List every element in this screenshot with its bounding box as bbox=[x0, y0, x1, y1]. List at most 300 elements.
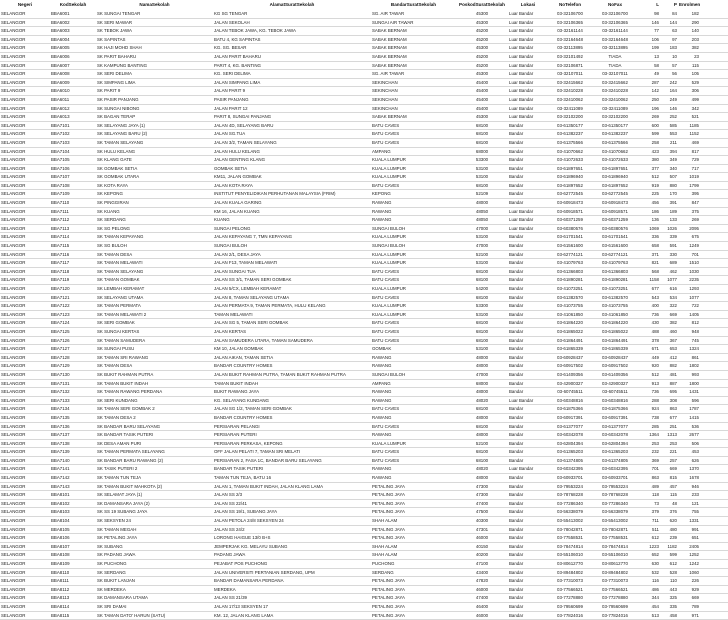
cell-lokasi: Bandar bbox=[509, 165, 524, 171]
cell-no-fax: 03-61897651 bbox=[602, 165, 628, 171]
cell-kod-sekolah: BBA7130 bbox=[51, 371, 70, 377]
cell-enrolmen: 1293 bbox=[689, 286, 699, 291]
cell-p: 591 bbox=[669, 243, 677, 249]
cell-l: 677 bbox=[651, 286, 659, 291]
cell-spacer bbox=[700, 370, 728, 379]
table-row bbox=[0, 396, 728, 405]
cell-lokasi: Bandar bbox=[509, 483, 524, 489]
cell-alamat: JALAN SS 22/41 bbox=[214, 500, 247, 506]
cell-nama-sekolah: SK TAMAN SERI GOMBAK 2 bbox=[97, 406, 155, 412]
cell-lokasi: Luar Bandar bbox=[509, 105, 534, 111]
cell-l: 378 bbox=[651, 337, 659, 343]
cell-spacer bbox=[700, 267, 728, 276]
cell-no-fax: 03-60380576 bbox=[602, 225, 628, 231]
cell-no-telefon: 03-60380576 bbox=[557, 225, 583, 231]
cell-lokasi: Bandar bbox=[509, 371, 524, 377]
cell-l: 1364 bbox=[649, 432, 659, 438]
cell-no-telefon: 03-61890281 bbox=[557, 277, 583, 283]
cell-spacer bbox=[700, 499, 728, 508]
cell-no-telefon: 03-60928437 bbox=[557, 354, 583, 360]
table-row bbox=[0, 121, 728, 130]
cell-negeri: SELANGOR bbox=[1, 337, 26, 343]
cell-enrolmen: 506 bbox=[691, 440, 699, 446]
cell-kod-sekolah: BBA7112 bbox=[51, 217, 70, 223]
cell-bandar: PETALING JAYA bbox=[372, 595, 405, 601]
table-row bbox=[0, 164, 728, 173]
cell-no-telefon: 03-41070662 bbox=[557, 148, 583, 154]
cell-nama-sekolah: SK TAMAN SRI RAWANG bbox=[97, 354, 149, 360]
cell-negeri: SELANGOR bbox=[1, 423, 26, 429]
cell-bandar: RAWANG bbox=[372, 414, 392, 420]
cell-bandar: GOMBAK bbox=[372, 346, 392, 352]
cell-p: 616 bbox=[669, 286, 677, 291]
cell-nama-sekolah: SK PADANG JAWA bbox=[97, 552, 136, 558]
table-row bbox=[0, 199, 728, 208]
table-row bbox=[0, 276, 728, 285]
cell-nama-sekolah: SK TAMAN PERMATA SELAYANG bbox=[97, 449, 165, 455]
cell-enrolmen: 929 bbox=[691, 586, 699, 592]
cell-lokasi: Bandar bbox=[509, 603, 524, 609]
cell-enrolmen: 529 bbox=[691, 79, 699, 85]
header-enrolmen: Enrolmen bbox=[679, 2, 700, 7]
cell-kod-sekolah: BBA6012 bbox=[51, 105, 70, 111]
cell-l: 269 bbox=[651, 114, 659, 120]
cell-no-fax: 03-41079763 bbox=[602, 260, 628, 266]
cell-no-fax: 03-61366803 bbox=[602, 268, 628, 274]
cell-lokasi: Bandar bbox=[509, 535, 524, 541]
cell-nama-sekolah: SK KAMPUNG BANTING bbox=[97, 62, 148, 68]
cell-nama-sekolah: SK TAMAN DESA bbox=[97, 363, 133, 369]
cell-no-telefon: 03-32106700 bbox=[557, 11, 583, 16]
cell-kod-sekolah: BBA7121 bbox=[51, 294, 70, 300]
cell-spacer bbox=[700, 327, 728, 336]
cell-enrolmen: 375 bbox=[691, 208, 699, 214]
cell-l: 919 bbox=[651, 182, 659, 188]
header-l: L bbox=[656, 2, 659, 7]
cell-l: 371 bbox=[651, 251, 659, 257]
cell-poskod: 53100 bbox=[475, 234, 489, 240]
cell-enrolmen: 755 bbox=[691, 509, 699, 515]
cell-negeri: SELANGOR bbox=[1, 457, 26, 463]
cell-poskod: 53100 bbox=[475, 165, 489, 171]
cell-no-fax: 03-61865339 bbox=[602, 346, 628, 352]
table-row bbox=[0, 78, 728, 87]
cell-alamat: JALAN PARIT BAHARU bbox=[214, 53, 261, 59]
cell-p: 133 bbox=[669, 217, 677, 223]
cell-enrolmen: 342 bbox=[691, 105, 699, 111]
cell-negeri: SELANGOR bbox=[1, 526, 26, 532]
cell-spacer bbox=[700, 173, 728, 182]
cell-no-telefon: 03-77310073 bbox=[557, 578, 583, 584]
cell-lokasi: Bandar bbox=[509, 449, 524, 455]
cell-poskod: 53100 bbox=[475, 174, 489, 180]
cell-nama-sekolah: SK DAMANSARA JAYA (2) bbox=[97, 500, 150, 506]
cell-enrolmen: 1242 bbox=[689, 561, 699, 566]
cell-poskod: 40300 bbox=[475, 518, 489, 524]
cell-enrolmen: 946 bbox=[691, 483, 699, 489]
cell-alamat: PERSIARAN PERKASA, KEPONG bbox=[214, 440, 283, 446]
cell-alamat: INSTITUT PENYELIDIKAN PERHUTANAN MALAYSIA (FRIM) bbox=[214, 191, 336, 197]
cell-negeri: SELANGOR bbox=[1, 157, 26, 163]
cell-l: 511 bbox=[652, 526, 659, 532]
cell-nama-sekolah: SK SG PELONG bbox=[97, 225, 130, 231]
cell-l: 612 bbox=[651, 535, 659, 541]
cell-negeri: SELANGOR bbox=[1, 483, 26, 489]
cell-kod-sekolah: BBA7125 bbox=[51, 328, 70, 334]
cell-alamat: GOMBAK SETIA bbox=[214, 165, 248, 171]
cell-lokasi: Bandar bbox=[509, 552, 524, 558]
cell-spacer bbox=[700, 233, 728, 242]
cell-poskod: 40150 bbox=[475, 543, 489, 549]
cell-negeri: SELANGOR bbox=[1, 114, 26, 120]
cell-enrolmen: 121 bbox=[691, 500, 699, 506]
cell-l: 258 bbox=[651, 139, 659, 145]
cell-p: 146 bbox=[669, 105, 677, 111]
cell-spacer bbox=[700, 345, 728, 354]
cell-kod-sekolah: BBA8105 bbox=[51, 526, 70, 532]
cell-lokasi: Bandar bbox=[509, 569, 524, 575]
cell-enrolmen: 1800 bbox=[689, 380, 699, 386]
cell-no-fax: 03-61897652 bbox=[602, 182, 628, 188]
cell-lokasi: Bandar bbox=[509, 595, 524, 601]
cell-nama-sekolah: SK SUNGAI KERTAS bbox=[97, 328, 140, 334]
cell-l: 863 bbox=[651, 475, 659, 481]
table-row bbox=[0, 10, 728, 18]
table-row bbox=[0, 233, 728, 242]
cell-bandar: BATU CAVES bbox=[372, 449, 400, 455]
cell-poskod: 68100 bbox=[475, 423, 489, 429]
cell-l: 599 bbox=[651, 131, 659, 137]
cell-enrolmen: 1678 bbox=[689, 475, 699, 481]
cell-p: 412 bbox=[669, 354, 677, 360]
cell-nama-sekolah: SK SELAYANG UTAMA bbox=[97, 294, 144, 300]
cell-no-fax: 03-42900327 bbox=[602, 380, 628, 386]
cell-nama-sekolah: SK TAMAN SELAYANG bbox=[97, 139, 144, 145]
table-row bbox=[0, 353, 728, 362]
cell-l: 142 bbox=[651, 88, 659, 94]
cell-no-fax: TIADA bbox=[608, 62, 622, 68]
cell-spacer bbox=[700, 18, 728, 27]
cell-p: 585 bbox=[669, 122, 677, 128]
cell-lokasi: Bandar bbox=[509, 578, 524, 584]
table-row bbox=[0, 405, 728, 414]
cell-negeri: SELANGOR bbox=[1, 397, 26, 403]
cell-spacer bbox=[700, 310, 728, 319]
table-row bbox=[0, 35, 728, 44]
cell-nama-sekolah: SK HULU KELANG bbox=[97, 148, 136, 154]
cell-negeri: SELANGOR bbox=[1, 569, 26, 575]
cell-no-telefon: 03-32164648 bbox=[557, 36, 583, 42]
table-row bbox=[0, 207, 728, 216]
cell-negeri: SELANGOR bbox=[1, 612, 26, 618]
cell-enrolmen: 1510 bbox=[689, 260, 699, 266]
cell-no-telefon: 03-61561600 bbox=[557, 243, 583, 249]
cell-bandar: SABAK BERNAM bbox=[372, 62, 407, 68]
table-row bbox=[0, 370, 728, 379]
cell-negeri: SELANGOR bbox=[1, 148, 26, 154]
cell-lokasi: Luar Bandar bbox=[509, 114, 534, 120]
cell-l: 1223 bbox=[649, 543, 659, 549]
cell-no-telefon: 03-61366803 bbox=[557, 268, 583, 274]
cell-negeri: SELANGOR bbox=[1, 277, 26, 283]
cell-poskod: 46000 bbox=[475, 612, 489, 618]
cell-l: 488 bbox=[651, 328, 659, 334]
cell-no-fax: 03-41072633 bbox=[602, 157, 628, 163]
cell-negeri: SELANGOR bbox=[1, 432, 26, 438]
cell-enrolmen: 306 bbox=[691, 88, 699, 94]
cell-spacer bbox=[700, 353, 728, 362]
cell-l: 116 bbox=[652, 578, 659, 584]
cell-poskod: 48020 bbox=[475, 466, 489, 472]
cell-negeri: SELANGOR bbox=[1, 440, 26, 446]
cell-alamat: BANDAR TASIK PUTERI bbox=[214, 466, 264, 472]
cell-poskod: 53100 bbox=[475, 260, 489, 266]
cell-poskod: 48000 bbox=[475, 363, 489, 369]
cell-spacer bbox=[700, 104, 728, 113]
cell-p: 669 bbox=[669, 311, 677, 317]
cell-kod-sekolah: BBA7140 bbox=[51, 457, 70, 463]
cell-poskod: 45200 bbox=[475, 62, 489, 68]
cell-no-telefon: 03-61409356 bbox=[557, 371, 583, 377]
cell-l: 532 bbox=[651, 569, 659, 575]
cell-alamat: KG. SELAYANG KUNDANG bbox=[214, 397, 269, 403]
cell-alamat: JALAN SS 19/1, SUBANG JAYA bbox=[214, 509, 278, 515]
cell-lokasi: Bandar bbox=[509, 234, 524, 240]
cell-spacer bbox=[700, 27, 728, 36]
cell-negeri: SELANGOR bbox=[1, 311, 26, 317]
cell-kod-sekolah: BBA6003 bbox=[51, 28, 70, 34]
cell-p: 57 bbox=[672, 62, 677, 68]
table-body bbox=[0, 10, 728, 620]
cell-bandar: BATU CAVES bbox=[372, 122, 400, 128]
cell-lokasi: Luar Bandar bbox=[509, 71, 534, 77]
cell-no-fax: 03-62774121 bbox=[602, 251, 628, 257]
cell-lokasi: Bandar bbox=[509, 286, 524, 291]
cell-l: 232 bbox=[651, 449, 659, 455]
cell-spacer bbox=[700, 250, 728, 259]
cell-negeri: SELANGOR bbox=[1, 346, 26, 352]
cell-enrolmen: 651 bbox=[691, 535, 699, 541]
table-row bbox=[0, 327, 728, 336]
header-lokasi: Lokasi bbox=[520, 2, 536, 7]
cell-spacer bbox=[700, 224, 728, 233]
cell-no-telefon: 03-32107011 bbox=[557, 71, 583, 77]
cell-spacer bbox=[700, 199, 728, 208]
cell-l: 701 bbox=[651, 466, 659, 472]
cell-no-telefon: 03-32106871 bbox=[557, 62, 583, 68]
cell-lokasi: Bandar bbox=[509, 518, 524, 524]
cell-lokasi: Bandar bbox=[509, 157, 524, 163]
cell-p: 56 bbox=[672, 71, 677, 77]
cell-no-fax: 03-61890281 bbox=[602, 277, 628, 283]
table-row bbox=[0, 173, 728, 182]
cell-l: 568 bbox=[651, 268, 659, 274]
cell-kod-sekolah: BBA7119 bbox=[51, 277, 70, 283]
cell-lokasi: Luar Bandar bbox=[509, 79, 534, 85]
cell-bandar: BATU CAVES bbox=[372, 294, 400, 300]
cell-alamat: PASIR PANJANG bbox=[214, 96, 249, 102]
cell-bandar: KUALA LUMPUR bbox=[372, 440, 406, 446]
cell-no-fax: 03-61701541 bbox=[602, 234, 628, 240]
cell-no-fax: 03-78042871 bbox=[602, 526, 628, 532]
cell-enrolmen: 948 bbox=[691, 328, 699, 334]
cell-bandar: SUNGAI BULOH bbox=[372, 225, 406, 231]
cell-no-fax: 03-61377077 bbox=[602, 423, 628, 429]
cell-spacer bbox=[700, 413, 728, 422]
cell-spacer bbox=[700, 602, 728, 611]
table-row bbox=[0, 474, 728, 483]
cell-no-fax: 03-61864491 bbox=[602, 337, 628, 343]
cell-no-fax: 03-61896940 bbox=[602, 174, 628, 180]
cell-l: 821 bbox=[651, 260, 659, 266]
cell-p: 183 bbox=[669, 45, 677, 51]
cell-nama-sekolah: SK SRI DAMAI bbox=[97, 603, 127, 609]
cell-no-fax: 03-32411089 bbox=[602, 105, 628, 111]
cell-lokasi: Bandar bbox=[509, 432, 524, 438]
cell-l: 1158 bbox=[649, 277, 659, 283]
cell-kod-sekolah: BBA7108 bbox=[51, 182, 70, 188]
cell-poskod: 45400 bbox=[475, 88, 489, 94]
cell-spacer bbox=[700, 448, 728, 457]
cell-bandar: RAWANG bbox=[372, 475, 392, 481]
header-negeri: Negeri bbox=[17, 2, 33, 7]
cell-poskod: 43400 bbox=[475, 569, 489, 575]
cell-kod-sekolah: BBA8108 bbox=[51, 552, 70, 558]
cell-kod-sekolah: BBA7104 bbox=[51, 148, 70, 154]
cell-negeri: SELANGOR bbox=[1, 234, 26, 240]
cell-spacer bbox=[700, 542, 728, 551]
cell-kod-sekolah: BBA8103 bbox=[51, 509, 70, 515]
cell-nama-sekolah: SK TAMAN MEGAH bbox=[97, 526, 137, 532]
table-row bbox=[0, 95, 728, 104]
cell-negeri: SELANGOR bbox=[1, 182, 26, 188]
cell-bandar: KUALA LUMPUR bbox=[372, 260, 406, 266]
cell-p: 10 bbox=[672, 53, 677, 59]
cell-poskod: 47000 bbox=[475, 243, 489, 249]
cell-poskod: 47000 bbox=[475, 371, 489, 377]
cell-l: 738 bbox=[651, 414, 659, 420]
cell-bandar: RAWANG bbox=[372, 397, 392, 403]
cell-negeri: SELANGOR bbox=[1, 165, 26, 171]
cell-negeri: SELANGOR bbox=[1, 294, 26, 300]
cell-no-fax: 03-32106365 bbox=[602, 19, 628, 25]
cell-kod-sekolah: BBA8101 bbox=[51, 492, 70, 498]
cell-negeri: SELANGOR bbox=[1, 260, 26, 266]
cell-poskod: 48000 bbox=[475, 475, 489, 481]
cell-bandar: RAWANG bbox=[372, 217, 392, 223]
cell-alamat: JALAN F13, TAMAN MELAWATI bbox=[214, 260, 278, 266]
cell-alamat: TAMAN BUKIT INDAH bbox=[214, 380, 258, 386]
cell-nama-sekolah: SK SERI GOMBAK bbox=[97, 320, 135, 326]
cell-no-fax: 03-77310073 bbox=[602, 578, 628, 584]
cell-nama-sekolah: SK BANDAR TASIK PUTERI bbox=[97, 432, 154, 438]
cell-nama-sekolah: SK PUCHONG bbox=[97, 561, 127, 566]
cell-negeri: SELANGOR bbox=[1, 96, 26, 102]
cell-no-telefon: 03-61864220 bbox=[557, 320, 583, 326]
cell-enrolmen: 817 bbox=[691, 148, 699, 154]
cell-enrolmen: 1405 bbox=[689, 311, 699, 317]
cell-poskod: 45400 bbox=[475, 96, 489, 102]
header-poskod: PoskodSuratSekolah bbox=[459, 2, 505, 7]
cell-poskod: 68100 bbox=[475, 328, 489, 334]
cell-nama-sekolah: SK BANDAR BARU SELAYANG bbox=[97, 423, 161, 429]
cell-negeri: SELANGOR bbox=[1, 286, 26, 291]
table-row bbox=[0, 585, 728, 594]
cell-negeri: SELANGOR bbox=[1, 217, 26, 223]
cell-nama-sekolah: SK TAMAN KEPAYANG bbox=[97, 234, 144, 240]
cell-p: 308 bbox=[669, 397, 677, 403]
cell-negeri: SELANGOR bbox=[1, 28, 26, 34]
cell-nama-sekolah: SK TAMAN RAWANG PERDANA bbox=[97, 389, 163, 395]
cell-bandar: SEKINCHAN bbox=[372, 79, 398, 85]
cell-no-fax: 03-32102200 bbox=[602, 114, 628, 120]
cell-no-telefon: 03-32411089 bbox=[557, 105, 583, 111]
cell-no-telefon: 03-61377077 bbox=[557, 423, 583, 429]
cell-no-telefon: 03-61897652 bbox=[557, 182, 583, 188]
cell-alamat: PEJABAT POS PUCHONG bbox=[214, 561, 268, 566]
header-kod-sekolah: KodSekolah bbox=[59, 2, 87, 7]
cell-lokasi: Bandar bbox=[509, 612, 524, 618]
cell-no-telefon: 03-78474814 bbox=[557, 543, 583, 549]
cell-kod-sekolah: BBA7115 bbox=[51, 243, 70, 249]
cell-bandar: BATU CAVES bbox=[372, 268, 400, 274]
cell-p: 689 bbox=[669, 260, 677, 266]
cell-poskod: 68100 bbox=[475, 449, 489, 455]
cell-no-telefon: 03-41073251 bbox=[557, 286, 583, 291]
cell-nama-sekolah: SK SELAYANG BARU (2) bbox=[97, 131, 148, 137]
table-row bbox=[0, 491, 728, 500]
cell-no-telefon: 03-60342078 bbox=[557, 432, 583, 438]
cell-poskod: 45300 bbox=[475, 114, 489, 120]
cell-p: 242 bbox=[669, 79, 677, 85]
cell-p: 1182 bbox=[667, 543, 677, 549]
cell-spacer bbox=[700, 388, 728, 397]
cell-enrolmen: 991 bbox=[691, 526, 699, 532]
cell-nama-sekolah: SK TAMAN DESA bbox=[97, 251, 133, 257]
cell-lokasi: Bandar bbox=[509, 303, 524, 309]
cell-no-telefon: 03-32101492 bbox=[557, 53, 583, 59]
cell-poskod: 45200 bbox=[475, 36, 489, 42]
cell-spacer bbox=[700, 285, 728, 294]
cell-no-telefon: 03-42900327 bbox=[557, 380, 583, 386]
cell-negeri: SELANGOR bbox=[1, 11, 26, 16]
cell-kod-sekolah: BBA7105 bbox=[51, 157, 70, 163]
cell-negeri: SELANGOR bbox=[1, 466, 26, 472]
cell-kod-sekolah: BBA7118 bbox=[51, 268, 70, 274]
cell-nama-sekolah: SK BUKIT LANJAN bbox=[97, 578, 135, 584]
cell-enrolmen: 1019 bbox=[689, 174, 699, 180]
cell-l: 513 bbox=[651, 612, 659, 618]
cell-alamat: SUNGAI PELONG bbox=[214, 225, 251, 231]
cell-lokasi: Bandar bbox=[509, 457, 524, 463]
cell-kod-sekolah: BBA8113 bbox=[51, 595, 70, 601]
cell-lokasi: Bandar bbox=[509, 277, 524, 283]
cell-no-telefon: 03-60342395 bbox=[557, 466, 583, 472]
cell-l: 456 bbox=[651, 200, 659, 206]
cell-spacer bbox=[700, 594, 728, 603]
cell-l: 430 bbox=[651, 320, 659, 326]
cell-bandar: PETALING JAYA bbox=[372, 500, 405, 506]
cell-l: 288 bbox=[651, 397, 659, 403]
cell-enrolmen: 729 bbox=[691, 157, 699, 163]
cell-alamat: JALAN PARIT 9 bbox=[214, 88, 246, 94]
cell-lokasi: Bandar bbox=[509, 354, 524, 360]
cell-no-telefon: 03-78768228 bbox=[557, 492, 583, 498]
cell-enrolmen: 812 bbox=[691, 320, 699, 326]
table-row bbox=[0, 499, 728, 508]
cell-kod-sekolah: BBA7124 bbox=[51, 320, 70, 326]
cell-lokasi: Bandar bbox=[509, 268, 524, 274]
